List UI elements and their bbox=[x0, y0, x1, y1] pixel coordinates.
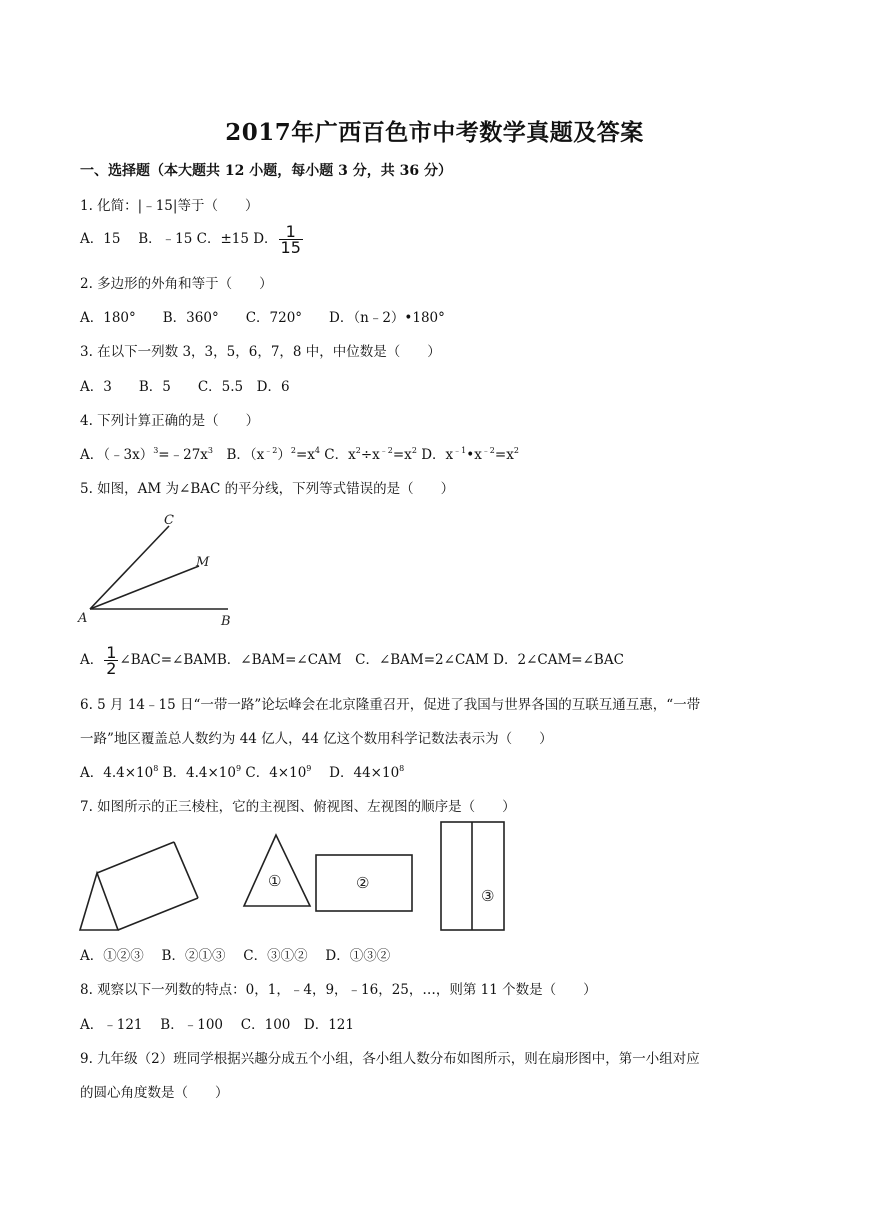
q1-options-text: A．15 B．﹣15 C．±15 D． bbox=[80, 231, 278, 247]
q4-stem: 4. 下列计算正确的是（ ） bbox=[80, 413, 260, 429]
q5-frac-num: 1 bbox=[106, 643, 117, 662]
label-b: B bbox=[221, 614, 231, 629]
ray-ac bbox=[90, 526, 169, 609]
q1-frac-num: 1 bbox=[279, 224, 303, 240]
q4-opt-b: B．$(x^{﹣2})^2=x^4$ bbox=[213, 446, 321, 463]
q4-opt-a: A．$(﹣3x)^3=﹣27x^3$ bbox=[80, 446, 213, 463]
view-1-triangle bbox=[244, 835, 310, 906]
q7-stem: 7. 如图所示的正三棱柱，它的主视图、俯视图、左视图的顺序是（ ） bbox=[80, 799, 516, 815]
q1-options bbox=[80, 224, 304, 255]
q2-stem: 2. 多边形的外角和等于（ ） bbox=[80, 276, 273, 292]
q1-stem: 1. 化简：|﹣15|等于（ ） bbox=[80, 198, 259, 214]
q1-frac-den: 15 bbox=[280, 238, 301, 257]
label-m: M bbox=[196, 555, 210, 570]
label-c: C bbox=[164, 513, 174, 528]
prism-bottom-edge bbox=[118, 898, 198, 930]
q3-stem: 3. 在以下一列数 3，3，5，6，7，8 中，中位数是（ ） bbox=[80, 344, 441, 360]
q5-opt-a-label: A． bbox=[80, 652, 104, 668]
q5-fraction bbox=[104, 645, 118, 676]
q8-options: A．﹣121 B．﹣100 C．100 D．121 bbox=[80, 1017, 354, 1033]
q9-line-1: 9. 九年级（2）班同学根据兴趣分成五个小组，各小组人数分布如图所示，则在扇形图中，第一小组对应 bbox=[80, 1051, 700, 1067]
q7-options: A．①②③ B．②①③ C．③①② D．①③② bbox=[80, 948, 391, 964]
page-title: 2017年广西百色市中考数学真题及答案 bbox=[225, 119, 644, 146]
q1-fraction bbox=[279, 224, 303, 255]
q4-opt-c: C．$x^2\div x^{﹣2}=x^2$ bbox=[320, 446, 417, 463]
label-a: A bbox=[78, 611, 88, 626]
view-3-label: ③ bbox=[481, 887, 495, 905]
prism-front-face bbox=[80, 873, 118, 930]
q5-options bbox=[80, 645, 624, 676]
q4-options bbox=[80, 443, 519, 463]
q6-options: A．$4.4\times 10^8$ B．$4.4\times 10^9$ C．$4\times 10^9$ D．$44\times 10^8$ bbox=[80, 764, 405, 781]
q2-options: A．180° B．360° C．720° D．（n﹣2）•180° bbox=[80, 310, 445, 326]
q5-frac-den: 2 bbox=[106, 659, 117, 678]
q9-line-2: 的圆心角度数是（ ） bbox=[80, 1085, 229, 1101]
section-heading: 一、选择题（本大题共 12 小题，每小题 3 分，共 36 分） bbox=[80, 163, 452, 179]
prism-back-edge bbox=[174, 842, 198, 898]
prism-top-edge bbox=[97, 842, 174, 873]
q6-line-2: 一路”地区覆盖总人数约为 44 亿人，44 亿这个数用科学记数法表示为（ ） bbox=[80, 731, 553, 747]
q7-prism-figure bbox=[76, 818, 516, 934]
q5-stem: 5. 如图，AM 为∠BAC 的平分线，下列等式错误的是（ ） bbox=[80, 481, 455, 497]
view-2-label: ② bbox=[356, 874, 370, 892]
q5-angle-figure bbox=[76, 506, 246, 630]
view-1-label: ① bbox=[268, 872, 282, 890]
q5-options-text: ∠BAC=∠BAMB．∠BAM=∠CAM C．∠BAM=2∠CAM D．2∠CAM=∠BAC bbox=[119, 652, 624, 668]
q3-options: A．3 B．5 C．5.5 D．6 bbox=[80, 379, 290, 395]
q8-stem: 8. 观察以下一列数的特点：0，1，﹣4，9，﹣16，25，…，则第 11 个数是（ ） bbox=[80, 982, 597, 998]
q6-line-1: 6. 5 月 14﹣15 日“一带一路”论坛峰会在北京隆重召开，促进了我国与世界各国的互联互通互惠，“一带 bbox=[80, 697, 701, 713]
ray-am bbox=[90, 566, 199, 609]
q4-opt-d: D．$x^{﹣1}•x^{﹣2}=x^2$ bbox=[416, 446, 519, 463]
